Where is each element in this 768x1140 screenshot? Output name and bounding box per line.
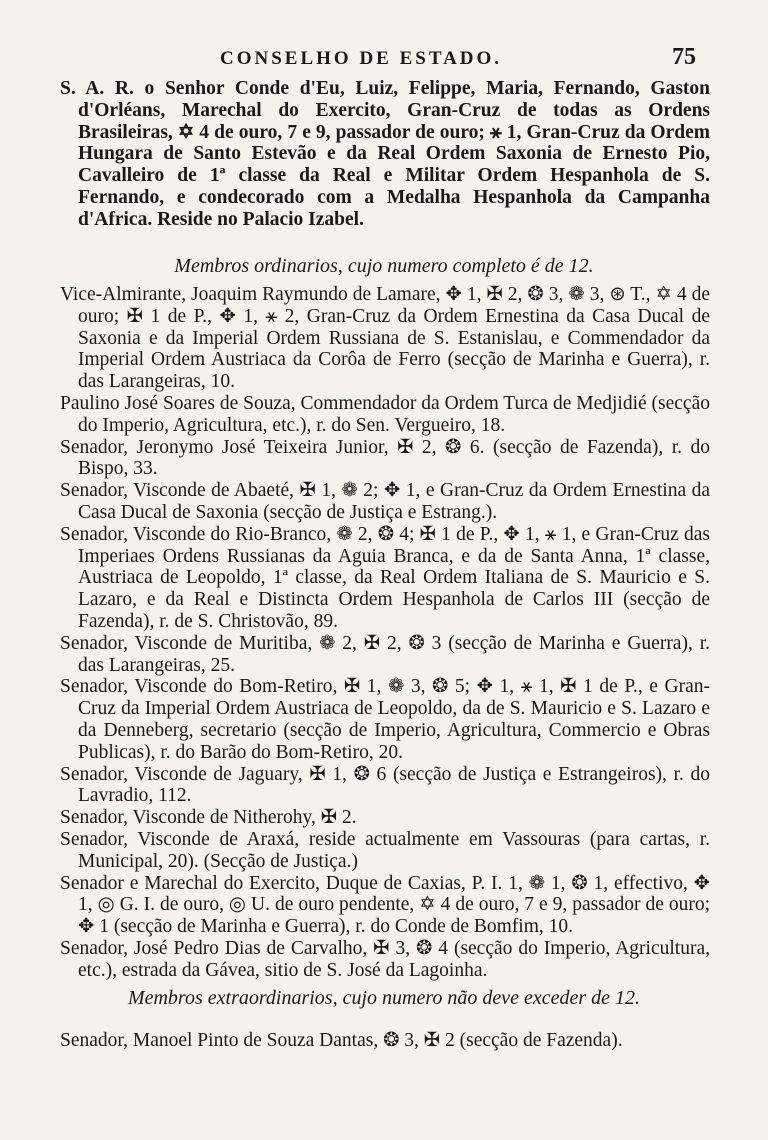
member-entry: Senador, Visconde de Abaeté, ✠ 1, ❁ 2; ✥ 1, e Gran-Cruz da Ordem Ernestina da Casa Ducal de Saxonia (secção de Justiça e Estrang.). (60, 480, 710, 523)
member-entry: Senador, Visconde de Araxá, reside actualmente em Vassouras (para cartas, r. Municipal, 20). (Secção de Justiça.) (60, 828, 710, 872)
intro-entry: S. A. R. o Senhor Conde d'Eu, Luiz, Felippe, Maria, Fernando, Gaston d'Orléans, Marechal do Exercito, Gran-Cruz de todas as Ordens Brasileiras, ✡ 4 de ouro, 7 e 9, passador de ouro; ⚹ 1, Gran-Cruz da Ordem Hungara de Santo Estevão e da Real Ordem Saxonia de Ernesto Pio, Cavalleiro de 1ª classe da Real e Militar Ordem Hespanhola de S. Fernando, e condecorado com a Medalha Hespanhola da Campanha d'Africa. Reside no Palacio Izabel. (60, 78, 710, 230)
running-head: CONSELHO DE ESTADO. (220, 48, 503, 69)
extraordinary-members-list (60, 1030, 710, 1052)
member-entry: Senador, Visconde de Muritiba, ❁ 2, ✠ 2, ❂ 3 (secção de Marinha e Guerra), r. das Larangeiras, 25. (60, 632, 710, 676)
member-entry: Vice-Almirante, Joaquim Raymundo de Lamare, ✥ 1, ✠ 2, ❂ 3, ❁ 3, ⊛ T., ✡ 4 de ouro; ✠ 1 de P., ✥ 1, ⚹ 2, Gran-Cruz da Ordem Ernestina da Casa Ducal de Saxonia e da Imperial Ordem Russiana de S. Estanislau, e Commendador da Imperial Ordem Austriaca da Corôa de Ferro (secção de Marinha e Guerra), r. das Larangeiras, 10. (60, 284, 710, 393)
member-entry: Senador, Jeronymo José Teixeira Junior, ✠ 2, ❂ 6. (secção de Fazenda), r. do Bispo, 33. (60, 436, 710, 480)
member-entry: Paulino José Soares de Souza, Commendador da Ordem Turca de Medjidié (secção do Imperio, Agricultura, etc.), r. do Sen. Vergueiro, 18. (60, 392, 710, 436)
ordinary-members-list (60, 284, 710, 982)
member-entry: Senador, Manoel Pinto de Souza Dantas, ❂ 3, ✠ 2 (secção de Fazenda). (60, 1030, 623, 1051)
member-entry: Senador e Marechal do Exercito, Duque de Caxias, P. I. 1, ❁ 1, ❂ 1, effectivo, ✥ 1, ◎ G. I. de ouro, ◎ U. de ouro pendente, ✡ 4 de ouro, 7 e 9, passador de ouro; ✥ 1 (secção de Marinha e Guerra), r. do Conde de Bomfim, 10. (60, 872, 710, 938)
intro-block (60, 78, 710, 231)
page-number: 75 (672, 44, 696, 70)
member-entry: Senador, Visconde do Bom-Retiro, ✠ 1, ❁ 3, ❂ 5; ✥ 1, ⚹ 1, ✠ 1 de P., e Gran-Cruz da Imperial Ordem Austriaca de Leopoldo, da de S. Mauricio e S. Lazaro e da Denneberg, secretario (secção de Imperio, Agricultura, Commercio e Obras Publicas), r. do Barão do Bom-Retiro, 20. (60, 676, 710, 763)
member-entry: Senador, Visconde do Rio-Branco, ❁ 2, ❂ 4; ✠ 1 de P., ✥ 1, ⚹ 1, e Gran-Cruz das Imperiaes Ordens Russianas da Aguia Branca, e da de Santa Anna, 1ª classe, Austriaca de Leopoldo, 1ª classe, da Real Ordem Italiana de S. Mauricio e S. Lazaro, e da Real e Distincta Ordem Hespanhola de Carlos III (secção de Fazenda), r. de S. Christovão, 89. (60, 523, 710, 632)
member-entry: Senador, José Pedro Dias de Carvalho, ✠ 3, ❂ 4 (secção do Imperio, Agricultura, etc.), estrada da Gávea, sitio de S. José da Lagoinha. (60, 937, 710, 981)
member-entry: Senador, Visconde de Nitherohy, ✠ 2. (60, 807, 357, 829)
section-title-extraordinary: Membros extraordinarios, cujo numero não deve exceder de 12. (127, 987, 641, 1009)
member-entry: Senador, Visconde de Jaguary, ✠ 1, ❂ 6 (secção de Justiça e Estrangeiros), r. do Lavradio, 112. (60, 763, 710, 807)
page-header (0, 44, 768, 74)
section-title-ordinary: Membros ordinarios, cujo numero completo é de 12. (174, 255, 594, 277)
